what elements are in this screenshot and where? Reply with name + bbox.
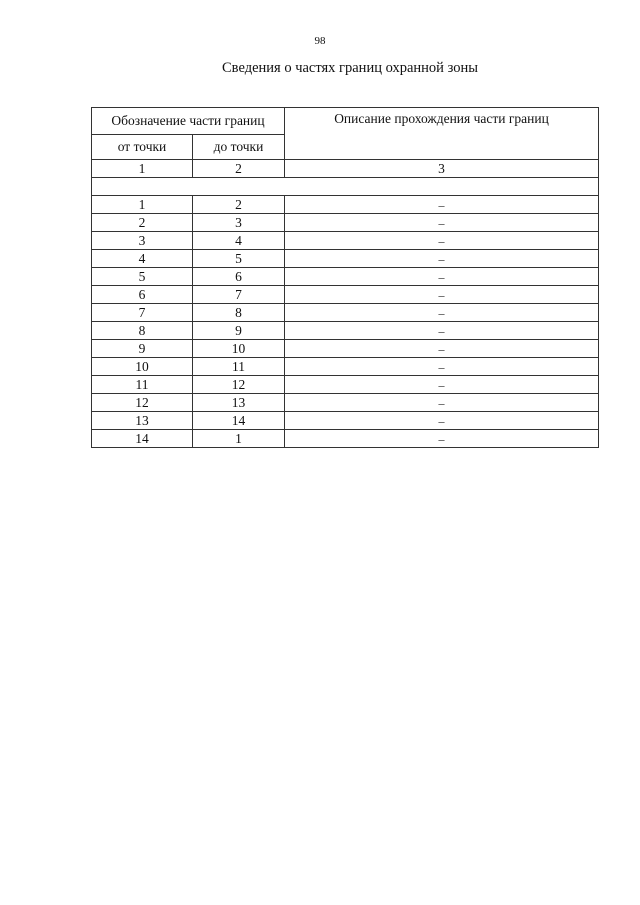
to-point-header: до точки <box>193 135 285 160</box>
table-row <box>92 376 599 394</box>
boundary-parts-table <box>91 107 599 448</box>
to-point-cell: 5 <box>193 250 285 268</box>
document-title: Сведения о частях границ охранной зоны <box>222 60 478 76</box>
to-point-cell: 12 <box>193 376 285 394</box>
from-point-cell: 2 <box>92 214 193 232</box>
table-row <box>92 394 599 412</box>
description-cell: – <box>285 196 599 214</box>
from-point-cell: 8 <box>92 322 193 340</box>
description-cell: – <box>285 250 599 268</box>
from-point-cell: 5 <box>92 268 193 286</box>
table-row <box>92 214 599 232</box>
from-point-cell: 13 <box>92 412 193 430</box>
from-point-cell: 11 <box>92 376 193 394</box>
to-point-cell: 11 <box>193 358 285 376</box>
description-cell: – <box>285 268 599 286</box>
table-row <box>92 340 599 358</box>
table-row <box>92 268 599 286</box>
table-row <box>92 358 599 376</box>
table-row <box>92 304 599 322</box>
column-number: 2 <box>193 160 285 178</box>
from-point-cell: 10 <box>92 358 193 376</box>
from-point-cell: 3 <box>92 232 193 250</box>
description-cell: – <box>285 376 599 394</box>
from-point-cell: 12 <box>92 394 193 412</box>
from-point-cell: 14 <box>92 430 193 448</box>
column-number: 3 <box>285 160 599 178</box>
from-point-cell: 4 <box>92 250 193 268</box>
to-point-cell: 13 <box>193 394 285 412</box>
from-point-header: от точки <box>92 135 193 160</box>
description-cell: – <box>285 358 599 376</box>
table-row <box>92 232 599 250</box>
description-cell: – <box>285 232 599 250</box>
designation-header: Обозначение части границ <box>92 108 285 135</box>
page-number: 98 <box>314 35 326 47</box>
description-cell: – <box>285 286 599 304</box>
to-point-cell: 8 <box>193 304 285 322</box>
from-point-cell: 7 <box>92 304 193 322</box>
from-point-cell: 6 <box>92 286 193 304</box>
to-point-cell: 2 <box>193 196 285 214</box>
to-point-cell: 4 <box>193 232 285 250</box>
description-cell: – <box>285 304 599 322</box>
empty-separator-row <box>92 178 599 196</box>
table-row <box>92 430 599 448</box>
to-point-cell: 14 <box>193 412 285 430</box>
column-number: 1 <box>92 160 193 178</box>
description-header: Описание прохождения части границ <box>285 108 599 160</box>
description-cell: – <box>285 214 599 232</box>
table-row <box>92 286 599 304</box>
table-row <box>92 322 599 340</box>
from-point-cell: 9 <box>92 340 193 358</box>
description-cell: – <box>285 394 599 412</box>
table-body <box>92 196 599 448</box>
to-point-cell: 10 <box>193 340 285 358</box>
to-point-cell: 1 <box>193 430 285 448</box>
to-point-cell: 3 <box>193 214 285 232</box>
to-point-cell: 9 <box>193 322 285 340</box>
table-row <box>92 412 599 430</box>
from-point-cell: 1 <box>92 196 193 214</box>
to-point-cell: 6 <box>193 268 285 286</box>
description-cell: – <box>285 412 599 430</box>
description-cell: – <box>285 430 599 448</box>
description-cell: – <box>285 322 599 340</box>
to-point-cell: 7 <box>193 286 285 304</box>
table-row <box>92 250 599 268</box>
description-cell: – <box>285 340 599 358</box>
table-row <box>92 196 599 214</box>
